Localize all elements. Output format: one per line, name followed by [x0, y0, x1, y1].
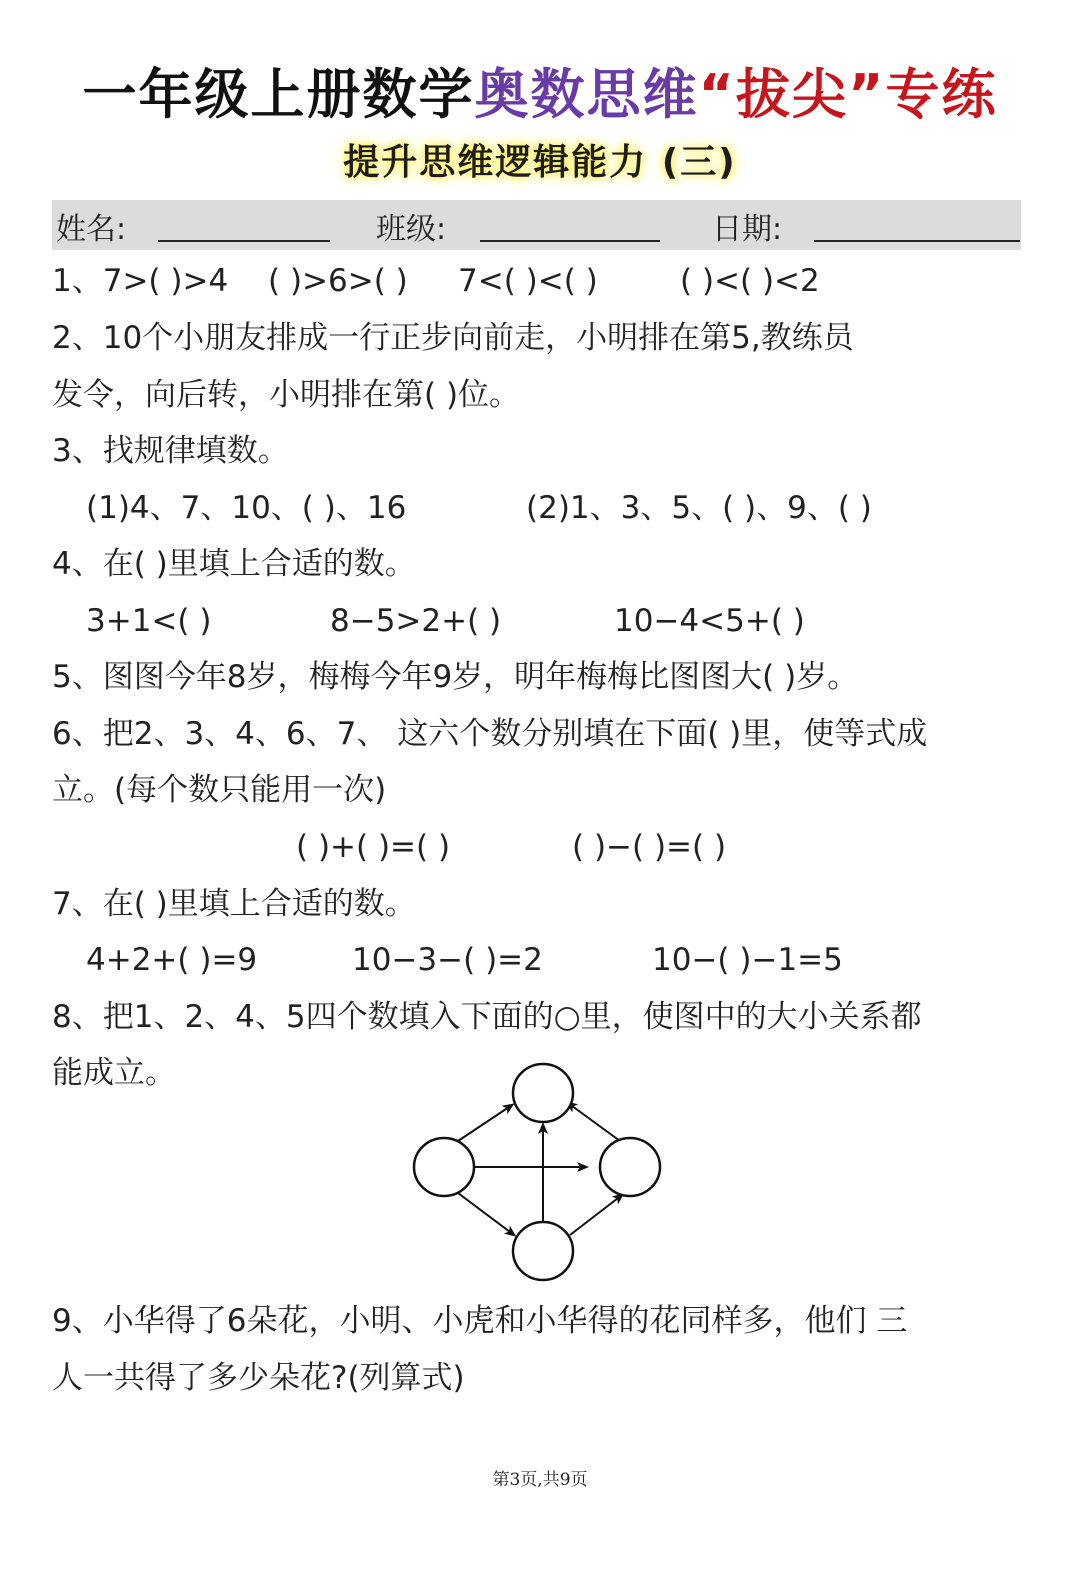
q7-part-c: 10−( )−1=5 — [652, 942, 843, 978]
q8-line1: 8、把1、2、4、5四个数填入下面的○里，使图中的大小关系都 — [52, 999, 922, 1035]
name-label: 姓名: — [56, 212, 127, 247]
title-part-olympiad: 奥数思维 — [474, 63, 699, 126]
q7-line1: 7、在( )里填上合适的数。 — [52, 886, 416, 922]
arrow-left-to-top — [458, 1105, 512, 1141]
q1-part-b: ( )>6>( ) — [268, 263, 408, 299]
arrow-right-to-top — [568, 1103, 620, 1141]
q9-line2: 人一共得了多少朵花?(列算式) — [52, 1360, 465, 1396]
q6-line2: 立。(每个数只能用一次) — [52, 772, 387, 808]
circle-top[interactable] — [513, 1064, 573, 1122]
q6-part-b: ( )−( )=( ) — [572, 829, 727, 865]
arrow-bottom-to-right — [570, 1195, 622, 1235]
student-info-bar — [52, 200, 1021, 250]
q3-part-b: (2)1、3、5、( )、9、( ) — [526, 490, 872, 526]
q3-line1: 3、找规律填数。 — [52, 433, 289, 469]
q4-part-b: 8−5>2+( ) — [330, 603, 502, 639]
q6-part-a: ( )+( )=( ) — [296, 829, 451, 865]
q6-line1: 6、把2、3、4、6、7、 这六个数分别填在下面( )里，使等式成 — [52, 716, 928, 752]
q7-part-b: 10−3−( )=2 — [352, 942, 543, 978]
page-subtitle: 提升思维逻辑能力 (三) — [343, 142, 737, 183]
q4-line1: 4、在( )里填上合适的数。 — [52, 546, 416, 582]
q1-part-a: 1、7>( )>4 — [52, 263, 229, 299]
page-title — [0, 52, 1080, 129]
q2-line1: 2、10个小朋友排成一行正步向前走，小明排在第5,教练员 — [52, 320, 854, 356]
q4-part-a: 3+1<( ) — [86, 603, 212, 639]
circle-left[interactable] — [414, 1138, 474, 1196]
date-label: 日期: — [712, 212, 783, 247]
title-part-grade: 一年级上册数学 — [82, 63, 475, 126]
name-blank[interactable] — [158, 240, 330, 242]
page-number: 第3页,共9页 — [492, 1470, 588, 1490]
q9-line1: 9、小华得了6朵花，小明、小虎和小华得的花同样多，他们 三 — [52, 1303, 908, 1339]
q7-part-a: 4+2+( )=9 — [86, 942, 258, 978]
title-part-top: “拔尖”专练 — [698, 63, 998, 126]
arrow-left-to-bottom — [458, 1193, 514, 1235]
q8-line2: 能成立。 — [52, 1055, 176, 1091]
q2-line2: 发令，向后转，小明排在第( )位。 — [52, 377, 521, 413]
q4-part-c: 10−4<5+( ) — [614, 603, 805, 639]
q3-part-a: (1)4、7、10、( )、16 — [86, 490, 407, 526]
q1-part-d: ( )<( )<2 — [680, 263, 820, 299]
q1-part-c: 7<( )<( ) — [458, 263, 598, 299]
q5-line1: 5、图图今年8岁，梅梅今年9岁，明年梅梅比图图大( )岁。 — [52, 659, 859, 695]
circle-bottom[interactable] — [513, 1222, 573, 1280]
class-blank[interactable] — [480, 240, 660, 242]
date-blank[interactable] — [814, 240, 1020, 242]
class-label: 班级: — [376, 212, 447, 247]
circle-right[interactable] — [600, 1138, 660, 1196]
